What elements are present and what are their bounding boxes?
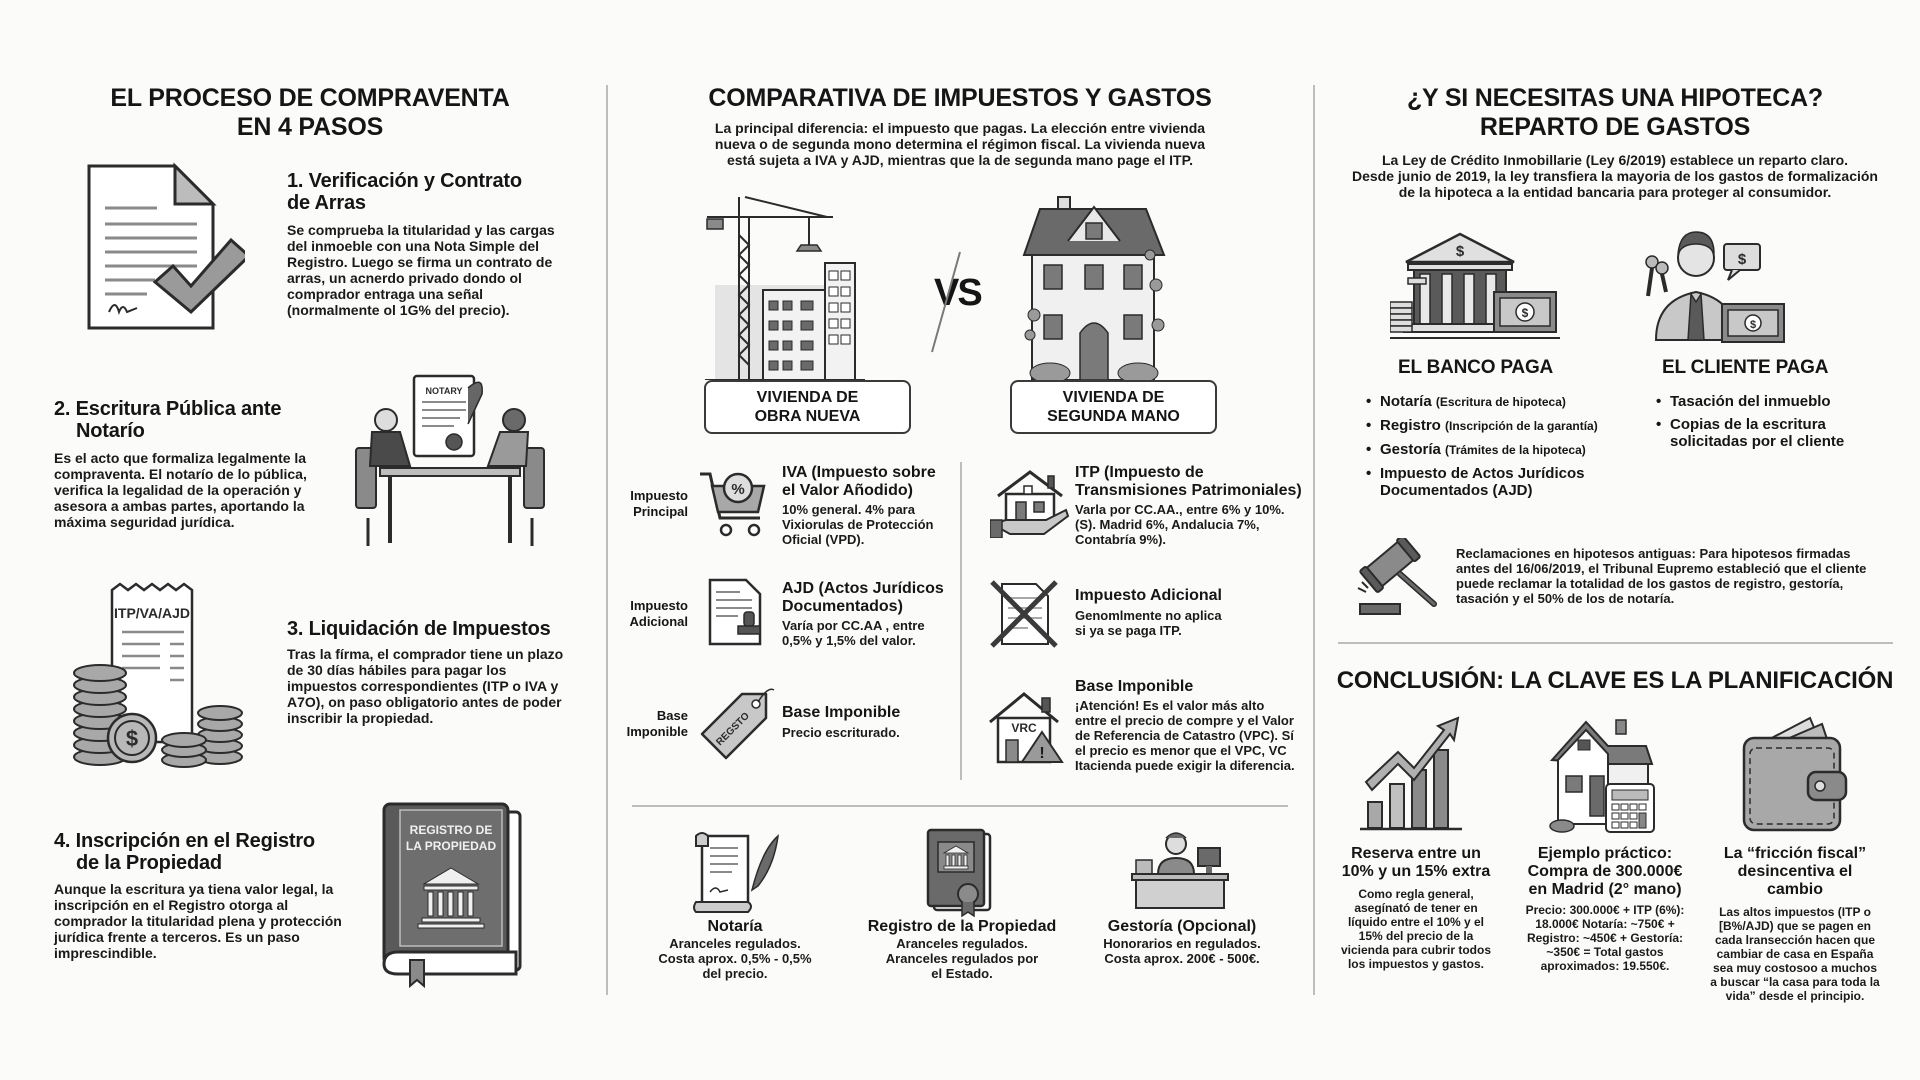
receipt-label: ITP/VA/AJD: [114, 605, 190, 621]
bank-pays-list: [1366, 393, 1616, 505]
step-2-title: [54, 398, 354, 442]
old-house-icon: [1010, 195, 1175, 380]
svg-text:VRC: VRC: [1011, 721, 1037, 735]
svg-text:REGSTO: REGSTO: [714, 710, 752, 749]
stamped-document-icon: [706, 578, 770, 646]
column-divider-right: [1313, 85, 1315, 995]
bank-pays-item: [1366, 441, 1616, 459]
step-4-body: Aunque la escritura ya tiena valor legal, la inscripción en el Registro otorga al comprador la titularidad plena y protección jurídica frente a terceros. Es un paso imprescindible.: [54, 881, 342, 961]
registry-book-seal-icon: [924, 828, 994, 918]
new-main-tax-title-line2: el Valor Añodido): [782, 482, 913, 499]
new-main-tax-title: [782, 464, 957, 500]
client-keys-money-icon: [1636, 228, 1786, 344]
cost-notary-title: Notaría: [707, 918, 763, 935]
conclusion-card-friction: [1710, 845, 1880, 1003]
step-1-title-line1: 1. Verificación y Contrato: [287, 170, 522, 192]
new-additional-tax-title-line2: Documentados): [782, 598, 903, 615]
step-4-title-line2: de la Propiedad: [76, 852, 222, 874]
notary-label: NOTARY: [425, 386, 463, 396]
svg-text:$: $: [1521, 306, 1529, 320]
bank-money-icon: [1390, 228, 1560, 344]
mortgage-intro-line2: Desde junio de 2019, la ley transfiera la mayoria de los gastos de formalización: [1352, 168, 1878, 184]
step-1-body: Se comprueba la titularidad y las cargas del inmoeble con una Nota Simple del Registro. Luego se firma un contrato de arras, un acnerdo privado dondo ol comprador entraga una señal (normalmente ol 1G% del precio).: [287, 222, 555, 318]
client-pays-item-label: Copias de la escritura solicitadas por el cliente: [1670, 416, 1845, 450]
used-home-label: [1010, 380, 1217, 434]
comparison-inner-divider: [960, 462, 962, 780]
card-friction-title-line2: desincentiva el cambio: [1737, 863, 1853, 898]
step-1-title-line2: de Arras: [287, 192, 366, 214]
row-label-tax-base-line1: Base: [656, 708, 688, 723]
cost-registry: [852, 918, 1072, 981]
process-title: [60, 84, 560, 142]
process-title-line1: EL PROCESO DE COMPRAVENTA: [110, 84, 510, 112]
used-additional-tax-title: Impuesto Adicional: [1075, 587, 1222, 604]
price-tag-icon: [696, 684, 776, 764]
gavel-icon: [1356, 538, 1440, 618]
document-check-icon: [85, 162, 245, 332]
card-example-body: Precio: 300.000€ + ITP (6%): 18.000€ Notaría: ~750€ + Registro: ~450€ + Gestoría: ~350€ = Total gastos aproximados: 19.550€.: [1525, 903, 1685, 973]
client-pays-item: [1656, 393, 1866, 410]
new-building-crane-icon: [705, 195, 865, 380]
new-home-label: [704, 380, 911, 434]
row-label-additional-tax-line1: Impuesto: [630, 598, 688, 613]
step-2-title-line1: 2. Escritura Pública ante: [54, 398, 282, 420]
used-tax-base-body: ¡Atención! Es el valor más alto entre el precio de compre y el Valor de Referencia de Catastro (VPC). Sí el precio es menor que el VPC, VC Itacienda puede exigir la diferencia.: [1075, 698, 1295, 773]
row-label-main-tax-line2: Principal: [633, 504, 688, 519]
new-additional-tax-title-line1: AJD (Actos Jurídicos: [782, 580, 944, 597]
tax-receipt-coins-icon: [60, 582, 250, 772]
svg-text:REGISTRO DE: REGISTRO DE: [409, 823, 493, 837]
row-label-tax-base-line2: Imponible: [626, 724, 688, 739]
cost-agency-body-line2: Costa aprox. 200€ - 500€.: [1104, 951, 1260, 966]
notary-meeting-icon: [350, 368, 550, 553]
cost-registry-body-line1: Aranceles regulados.: [896, 936, 1028, 951]
card-friction-body: Las altos impuestos (ITP o [B%/AJD) que se pagen en cada lransección hacen que cambiar de casa en España sea muy costosoo a muchos a buscar “la casa para toda la vida” desde el principio.: [1710, 905, 1880, 1003]
conclusion-card-example: [1518, 845, 1692, 973]
card-reserve-body: Como regla general, asegínató de tener en líquido entre el 10% y el 15% del precio de la vicienda para cubrir todos los impuestos y gastos.: [1340, 887, 1492, 971]
cost-agency: [1082, 918, 1282, 966]
used-additional-tax-body: Genomlmente no aplica si ya se paga ITP.: [1075, 608, 1222, 638]
step-3-body: Tras la fírma, el comprador tiene un plazo de 30 días hábiles para pagar los impuestos correspondientes (ITP o IVA y A7O), on paso obligatorio antes de poder inscribir la propiedad.: [287, 646, 564, 726]
new-home-label-line2: OBRA NUEVA: [754, 408, 861, 425]
crossed-document-icon: [988, 578, 1060, 650]
used-home-label-line1: VIVIENDA DE: [1062, 389, 1165, 406]
conclusion-card-reserve: [1336, 845, 1496, 971]
wallet-icon: [1740, 714, 1850, 834]
comparison-title: COMPARATIVA DE IMPUESTOS Y GASTOS: [708, 84, 1212, 112]
step-2-body: Es el acto que formaliza legalmente la compraventa. El notarío de lo pública, verifica la legalidad de la operación y asesora a ambas partes, aportando la máxima seguridad jurídica.: [54, 450, 307, 530]
svg-text:!: !: [1039, 745, 1045, 762]
house-warning-icon: [986, 688, 1066, 764]
cost-notary-body-line1: Aranceles regulados.: [669, 936, 801, 951]
new-additional-tax-body: Varía por CC.AA , entre 0,5% y 1,5% del valor.: [782, 618, 925, 648]
step-2-title-line2: Notarío: [76, 420, 145, 442]
new-tax-base-title: Base Imponible: [782, 704, 901, 721]
conclusion-title: CONCLUSIÓN: LA CLAVE ES LA PLANIFICACIÓN: [1336, 667, 1894, 694]
comparison-intro: [630, 120, 1290, 168]
cost-agency-title: Gestoría (Opcional): [1107, 918, 1257, 935]
used-main-tax-title-line1: ITP (Impuesto de: [1075, 464, 1204, 481]
mortgage-intro: [1330, 152, 1900, 200]
mortgage-title: [1330, 84, 1900, 142]
cost-registry-body-line2: Aranceles regulados por: [885, 951, 1039, 966]
client-pays-item: [1656, 416, 1866, 450]
comparison-intro-line2: nueva o de segunda mono determina el régimon fiscal. La vivienda nueva: [714, 136, 1206, 152]
bank-pays-item-note: (Inscripción de la garantía): [1445, 419, 1598, 433]
new-home-label-line1: VIVIENDA DE: [756, 389, 859, 406]
row-label-main-tax-line1: Impuesto: [630, 488, 688, 503]
bank-pays-item: [1366, 417, 1616, 435]
svg-text:$: $: [1455, 243, 1465, 260]
versus-slash: [920, 248, 980, 358]
step-4-title-line1: 4. Inscripción en el Registro: [54, 830, 315, 852]
svg-text:$: $: [1749, 319, 1757, 331]
cost-agency-body-line1: Honorarios en regulados.: [1103, 936, 1261, 951]
card-example-title-line2: Compra de 300.000€: [1527, 863, 1683, 880]
used-main-tax-body: Varla por CC.AA., entre 6% y 10%. (S). Madrid 6%, Andalucia 7%, Contabría 9%).: [1075, 502, 1285, 547]
client-pays-list: [1656, 393, 1866, 456]
costs-divider: [632, 805, 1288, 807]
comparison-intro-line1: La principal diferencia: el impuesto que pagas. La elección entre vivienda: [714, 120, 1206, 136]
used-main-tax-title-line2: Transmisiones Patrimoniales): [1075, 482, 1302, 499]
cost-notary-body-line2: Costa aprox. 0,5% - 0,5%: [658, 951, 812, 966]
card-example-title-line3: en Madrid (2° mano): [1528, 881, 1682, 898]
client-pays-heading: EL CLIENTE PAGA: [1662, 357, 1829, 378]
mortgage-title-line1: ¿Y SI NECESITAS UNA HIPOTECA?: [1406, 84, 1823, 112]
step-4-title: [54, 830, 354, 874]
bank-pays-item-note: (Escritura de hipoteca): [1435, 395, 1566, 409]
svg-text:LA PROPIEDAD: LA PROPIEDAD: [405, 839, 497, 853]
process-title-line2: EN 4 PASOS: [236, 113, 384, 141]
row-label-main-tax: [610, 488, 688, 520]
row-label-additional-tax: [610, 598, 688, 630]
bank-pays-item-label: Notaría: [1380, 393, 1432, 410]
bank-pays-item-label: Impuesto de Actos Jurídicos Documentados (AJD): [1380, 465, 1585, 499]
new-main-tax-body: 10% general. 4% para Vixiorulas de Protección Oficial (VPD).: [782, 502, 934, 547]
shopping-cart-percent-icon: [698, 468, 768, 540]
mortgage-title-line2: REPARTO DE GASTOS: [1479, 113, 1751, 141]
versus-label: VS: [934, 272, 981, 314]
bank-pays-item: [1366, 393, 1616, 411]
column-divider-left: [606, 85, 608, 995]
used-home-label-line2: SEGUNDA MANO: [1047, 408, 1180, 425]
bank-pays-item: [1366, 465, 1616, 499]
svg-text:%: %: [731, 481, 745, 498]
bank-pays-heading: EL BANCO PAGA: [1398, 357, 1554, 378]
cost-registry-title: Registro de la Propiedad: [867, 918, 1057, 935]
step-3-title: 3. Liquidación de Impuestos: [287, 618, 551, 640]
house-in-hand-icon: [990, 466, 1070, 538]
new-additional-tax-title: [782, 580, 957, 616]
used-main-tax-title: [1075, 464, 1315, 500]
card-example-title-line1: Ejemplo práctico:: [1537, 845, 1673, 862]
card-reserve-title-line1: Reserva entre un: [1351, 845, 1481, 862]
row-label-tax-base: [610, 708, 688, 740]
bank-pays-item-label: Gestoría: [1380, 441, 1441, 458]
conclusion-divider: [1338, 642, 1893, 644]
new-main-tax-title-line1: IVA (Impuesto sobre: [782, 464, 936, 481]
growth-chart-icon: [1358, 712, 1468, 832]
new-tax-base-body: Precio escriturado.: [782, 725, 900, 740]
mortgage-intro-line3: de la hipoteca a la entidad bancaria para proteger al consumidor.: [1398, 184, 1832, 200]
claims-note: Reclamaciones en hipotesos antiguas: Para hipotesos firmadas antes del 16/06/2019, el Tribunal Eupremo estableció que el cliente puede reclamar la totalidad de los gastos de registro, gestoría, tasación y el 50% de los de notaría.: [1456, 546, 1867, 606]
card-friction-title-line1: La “fricción fiscal”: [1723, 845, 1867, 862]
client-pays-item-label: Tasación del inmueblo: [1670, 393, 1831, 410]
mortgage-intro-line1: La Ley de Crédito Inmobillarie (Ley 6/2019) establece un reparto claro.: [1381, 152, 1849, 168]
office-clerk-desk-icon: [1130, 830, 1230, 910]
step-1-title: [287, 170, 587, 214]
svg-text:$: $: [125, 726, 139, 751]
card-reserve-title-line2: 10% y un 15% extra: [1341, 863, 1491, 880]
cost-notary-body-line3: del precio.: [702, 966, 768, 981]
bank-pays-item-note: (Trámites de la hipoteca): [1445, 443, 1586, 457]
row-label-additional-tax-line2: Adicional: [629, 614, 688, 629]
registry-book-icon: [380, 800, 530, 990]
comparison-intro-line3: está sujeta a IVA y AJD, mientras que la de segunda mano page el ITP.: [726, 152, 1194, 168]
used-tax-base-title: Base Imponible: [1075, 678, 1194, 695]
svg-text:$: $: [1737, 251, 1747, 268]
scroll-quill-icon: [692, 830, 782, 916]
cost-notary: [640, 918, 830, 981]
house-calculator-icon: [1548, 714, 1658, 834]
bank-pays-item-label: Registro: [1380, 417, 1441, 434]
cost-registry-body-line3: el Estado.: [931, 966, 993, 981]
